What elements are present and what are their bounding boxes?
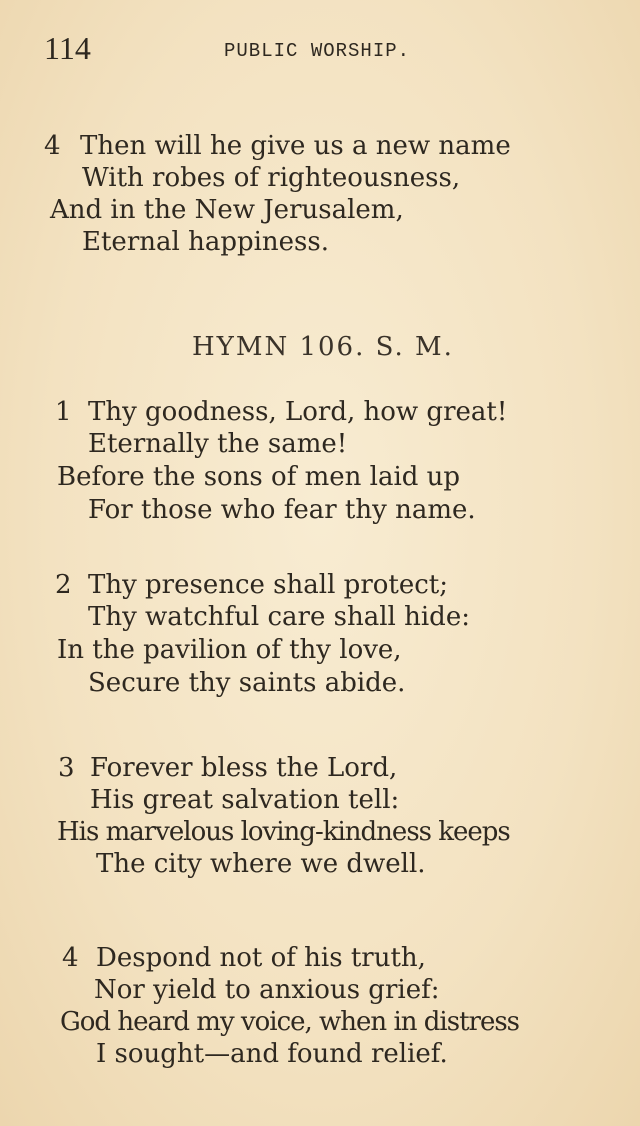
verse-line: With robes of righteousness,	[82, 163, 461, 193]
verse-line: In the pavilion of thy love,	[57, 635, 402, 665]
verse-line: Thy goodness, Lord, how great!	[88, 397, 508, 427]
verse-line: Eternal happiness.	[82, 227, 329, 257]
page-number: 114	[44, 30, 91, 66]
stanza-number: 4	[44, 131, 61, 161]
stanza-number: 3	[58, 753, 75, 783]
verse-line: Forever bless the Lord,	[90, 753, 398, 783]
verse-line: For those who fear thy name.	[88, 495, 476, 525]
hymn-title: HYMN 106. S. M.	[192, 332, 454, 362]
verse-line: Then will he give us a new name	[80, 131, 511, 161]
verse-line: And in the New Jerusalem,	[50, 195, 404, 225]
stanza-number: 2	[55, 570, 72, 600]
stanza-number: 4	[62, 943, 79, 973]
verse-line: Secure thy saints abide.	[88, 668, 406, 698]
verse-line: Thy presence shall protect;	[88, 570, 449, 600]
verse-line: Before the sons of men laid up	[57, 462, 461, 492]
verse-line: I sought—and found relief.	[96, 1039, 448, 1069]
verse-line: Thy watchful care shall hide:	[88, 602, 470, 632]
verse-line: His great salvation tell:	[90, 785, 400, 815]
verse-line: God heard my voice, when in distress	[60, 1007, 520, 1037]
running-title: PUBLIC WORSHIP.	[224, 40, 411, 62]
verse-line: The city where we dwell.	[96, 849, 426, 879]
verse-line: His marvelous loving-kindness keeps	[57, 817, 510, 847]
verse-line: Eternally the same!	[88, 429, 348, 459]
verse-line: Nor yield to anxious grief:	[94, 975, 440, 1005]
stanza-number: 1	[55, 397, 72, 427]
verse-line: Despond not of his truth,	[96, 943, 426, 973]
